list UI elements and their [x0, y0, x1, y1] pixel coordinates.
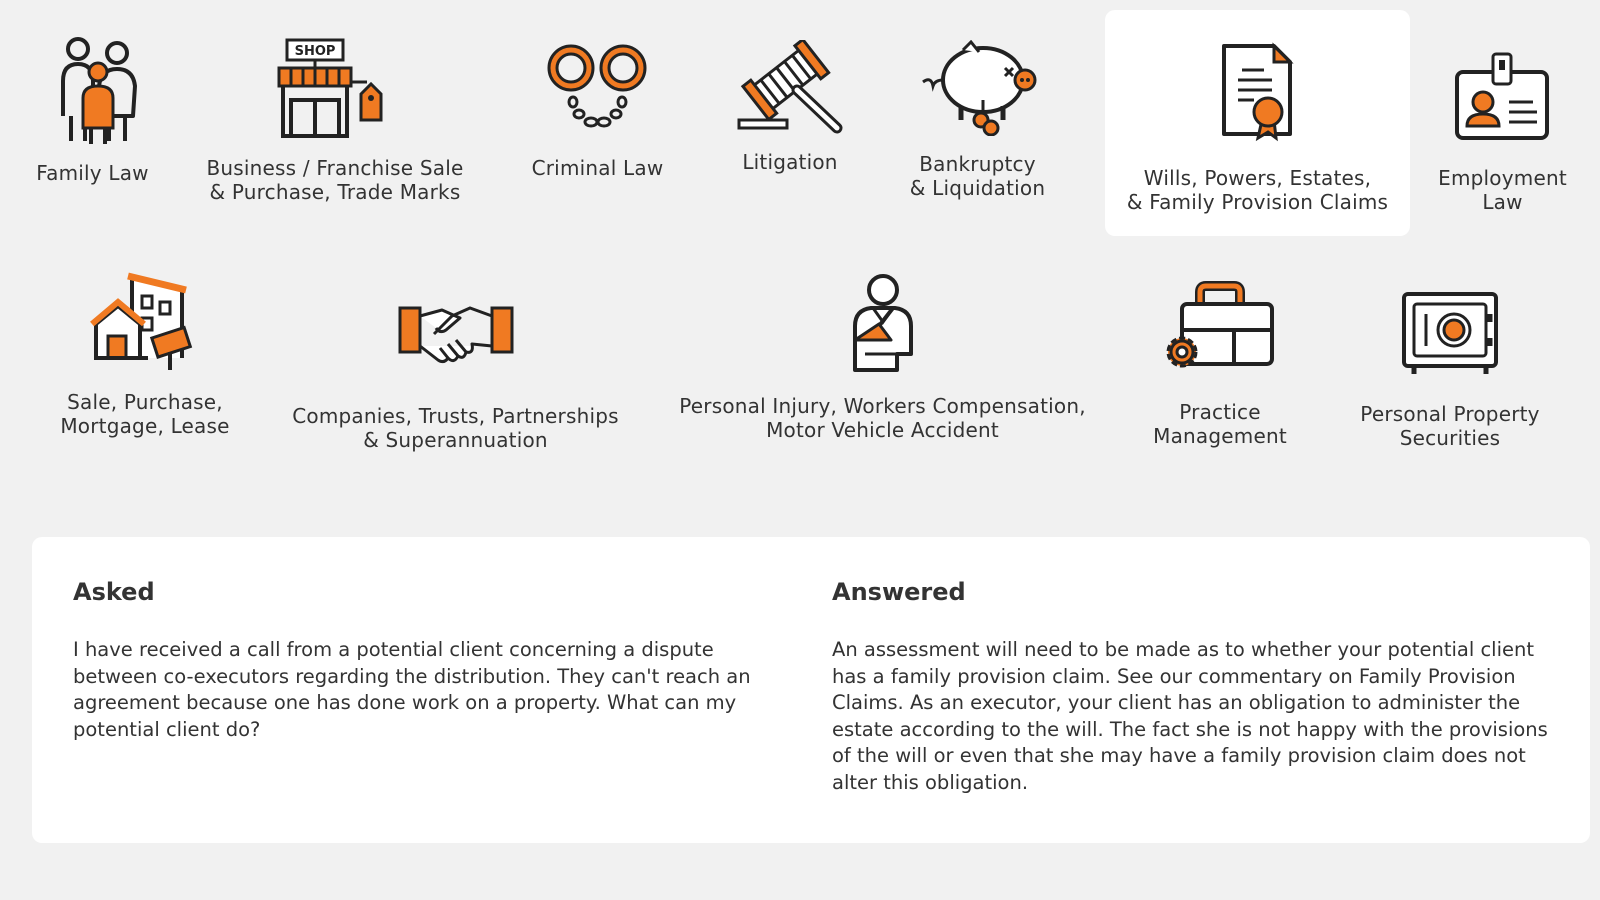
safe-icon: [1400, 290, 1500, 376]
category-wills-estates[interactable]: [1105, 10, 1410, 236]
answered-heading: Answered: [832, 578, 966, 606]
briefcase-gear-icon: [1160, 280, 1280, 380]
answered-text: An assessment will need to be made as to whether your potential client has a family provision claim. See our commentary on Family Provision Claims. As an executor, your client has an obligation to administer the estate according to the will. The fact she is not happy with the provisions of the will or even that she may have a family provision claim does not alter this obligation.: [832, 638, 1548, 794]
category-companies-trusts[interactable]: [283, 252, 628, 452]
category-label: Criminal Law: [531, 156, 664, 180]
category-label: Business / Franchise Sale & Purchase, Trade Marks: [206, 156, 464, 204]
asked-heading: Asked: [73, 578, 155, 606]
category-label: Personal Injury, Workers Compensation, Motor Vehicle Accident: [679, 394, 1086, 442]
category-label: Wills, Powers, Estates, & Family Provision Claims: [1126, 166, 1389, 214]
shop-icon: [275, 38, 395, 138]
category-label: Practice Management: [1153, 400, 1287, 448]
category-label: Bankruptcy & Liquidation: [909, 152, 1046, 200]
category-label: Sale, Purchase, Mortgage, Lease: [60, 390, 230, 438]
category-business-franchise[interactable]: [185, 10, 485, 230]
category-practice-management[interactable]: [1135, 252, 1305, 452]
gavel-icon: [735, 40, 845, 136]
id-badge-icon: [1453, 52, 1553, 142]
category-label: Personal Property Securities: [1360, 402, 1540, 450]
house-icon: [90, 264, 200, 374]
category-property-sale[interactable]: [50, 252, 240, 452]
category-label: Family Law: [36, 161, 149, 185]
category-employment-law[interactable]: [1425, 10, 1580, 230]
category-label: Employment Law: [1438, 166, 1567, 214]
will-document-icon: [1218, 42, 1298, 142]
injured-person-icon: [843, 274, 923, 374]
shop-sign-text: SHOP: [294, 44, 336, 59]
asked-column: [73, 577, 783, 743]
qa-card: [32, 537, 1590, 843]
answered-column: [832, 577, 1552, 796]
family-icon: [43, 36, 143, 146]
category-litigation[interactable]: [715, 10, 865, 230]
handshake-icon: [396, 294, 516, 374]
handcuffs-icon: [543, 38, 653, 138]
category-criminal-law[interactable]: [510, 10, 685, 230]
category-family-law[interactable]: [20, 10, 165, 230]
category-personal-injury[interactable]: [675, 252, 1090, 452]
category-label: Litigation: [742, 150, 838, 174]
category-personal-property-securities[interactable]: [1345, 252, 1555, 452]
asked-text: I have received a call from a potential client concerning a dispute between co-executors regarding the distribution. They can't reach an agreement because one has done work on a property. What can my potential client do?: [73, 638, 751, 741]
category-label: Companies, Trusts, Partnerships & Superannuation: [292, 404, 619, 452]
piggy-bank-icon: [913, 40, 1043, 136]
category-bankruptcy[interactable]: [890, 10, 1065, 230]
